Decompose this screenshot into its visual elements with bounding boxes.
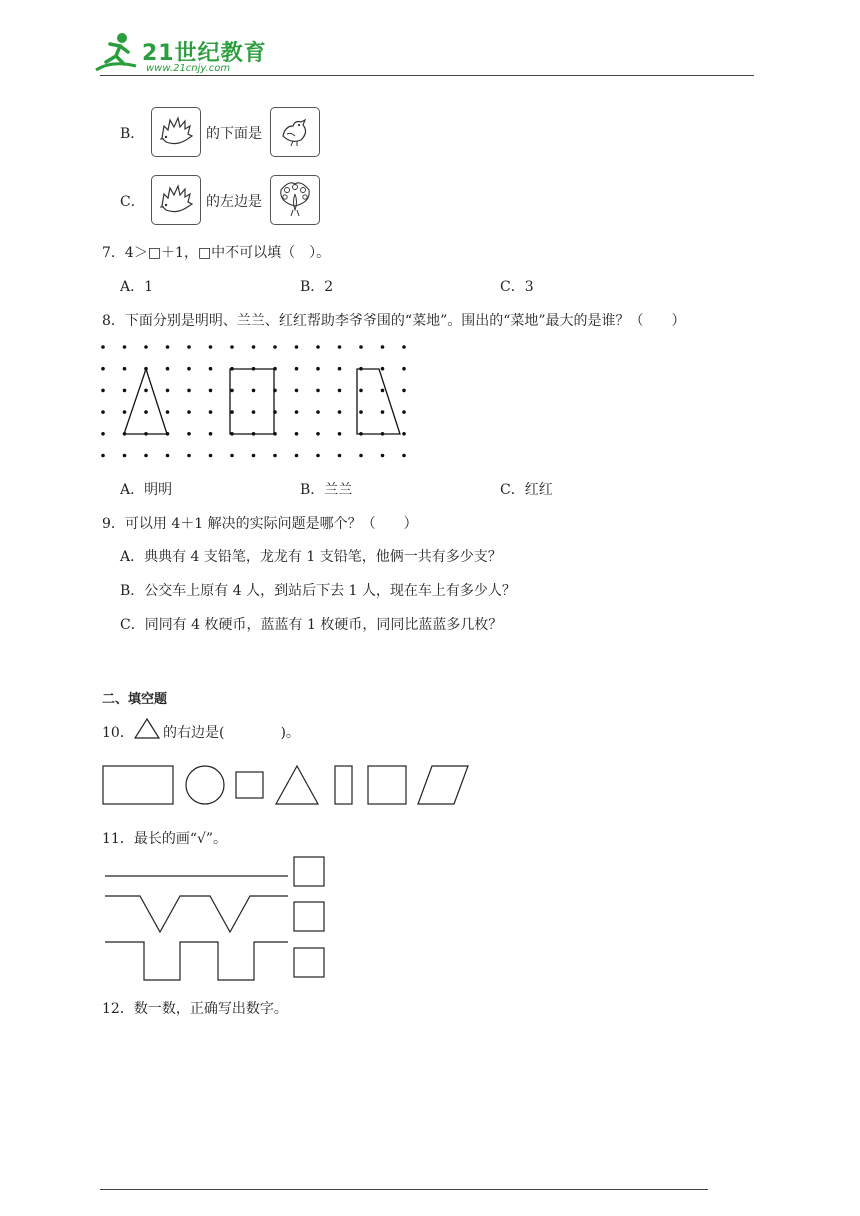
grid-dot (144, 345, 148, 349)
q12-stem: 12．数一数，正确写出数字。 (102, 1001, 288, 1017)
circle-shape (186, 766, 224, 804)
hedgehog-icon (152, 108, 200, 156)
grid-dot (381, 345, 385, 349)
peacock-icon (271, 176, 319, 224)
q7-stem: 7．4＞□＋1，□中不可以填（ ）。 (102, 245, 331, 261)
grid-dot (316, 410, 320, 414)
honghong-trapezoid (357, 369, 400, 434)
grid-dot (338, 410, 342, 414)
grid-dot (123, 454, 127, 458)
grid-dot (123, 345, 127, 349)
thin-rectangle-shape (335, 766, 352, 804)
grid-dot (209, 345, 213, 349)
grid-dot (209, 454, 213, 458)
q8-option-a: A．明明 (120, 482, 173, 498)
q8-dot-grid (96, 336, 436, 466)
grid-dot (295, 367, 299, 371)
grid-dot (316, 389, 320, 393)
runner-logo-icon (92, 30, 140, 76)
grid-dot (252, 345, 256, 349)
grid-dot (381, 367, 385, 371)
q9-option-c: C．同同有 4 枚硬币，蓝蓝有 1 枚硬币，同同比蓝蓝多几枚？ (120, 617, 503, 633)
logo-url: www.21cnjy.com (146, 63, 231, 74)
lanlan-rectangle (230, 369, 274, 434)
q8-stem: 8．下面分别是明明、兰兰、红红帮助李爷爷围的“菜地”。围出的“菜地”最大的是谁？（ ） (102, 313, 686, 329)
grid-dot (295, 389, 299, 393)
q6-option-b-text: 的下面是 (206, 126, 262, 142)
grid-dot (359, 410, 363, 414)
grid-dot (316, 367, 320, 371)
logo (92, 30, 272, 78)
grid-dot (187, 389, 191, 393)
grid-dot (144, 454, 148, 458)
grid-dot (166, 410, 170, 414)
header-divider (100, 75, 754, 76)
mingming-triangle (124, 369, 167, 434)
grid-dot (187, 345, 191, 349)
grid-dot (123, 410, 127, 414)
grid-dot (381, 410, 385, 414)
grid-dot (316, 345, 320, 349)
grid-dot (209, 367, 213, 371)
q7-option-a: A．1 (120, 279, 154, 295)
grid-dot (101, 389, 105, 393)
grid-dot (230, 410, 234, 414)
q9-option-a: A．典典有 4 支铅笔，龙龙有 1 支铅笔，他俩一共有多少支？ (120, 549, 502, 565)
grid-dot (101, 345, 105, 349)
q10-number: 10． (102, 725, 134, 741)
grid-dot (101, 367, 105, 371)
grid-dot (381, 454, 385, 458)
logo-text: 21世纪教育 (142, 41, 267, 66)
grid-dot (402, 389, 406, 393)
q9-option-b: B．公交车上原有 4 人，到站后下去 1 人，现在车上有多少人？ (120, 583, 516, 599)
grid-dot (338, 454, 342, 458)
grid-dot (209, 389, 213, 393)
q10-shape-row (100, 762, 480, 808)
grid-dot (230, 454, 234, 458)
grid-dot (166, 345, 170, 349)
q6-b-hedgehog-box (151, 107, 201, 157)
grid-dot (338, 345, 342, 349)
grid-dot (402, 367, 406, 371)
rectangle-shape (103, 766, 173, 804)
grid-dot (101, 410, 105, 414)
section-2-title: 二、填空题 (102, 692, 168, 707)
q6-c-hedgehog-box (151, 175, 201, 225)
grid-dot (166, 367, 170, 371)
grid-dot (252, 389, 256, 393)
q10-text: 的右边是( )。 (163, 725, 300, 741)
q6-option-c-text: 的左边是 (206, 194, 262, 210)
grid-dot (359, 389, 363, 393)
footer-divider (100, 1189, 708, 1190)
grid-dot (230, 389, 234, 393)
q8-option-b: B．兰兰 (300, 482, 353, 498)
grid-dot (123, 389, 127, 393)
q6-c-peacock-box (270, 175, 320, 225)
square-shape (368, 766, 406, 804)
grid-dot (338, 389, 342, 393)
grid-dot (166, 454, 170, 458)
answer-box-2[interactable] (294, 902, 324, 931)
grid-dot (402, 345, 406, 349)
grid-dot (359, 345, 363, 349)
grid-dot (273, 345, 277, 349)
hedgehog-icon (152, 176, 200, 224)
grid-dot (402, 410, 406, 414)
v-shaped-line (105, 896, 288, 932)
small-square-shape (236, 772, 263, 798)
grid-dot (230, 345, 234, 349)
q7-option-b: B．2 (300, 279, 334, 295)
grid-dot (295, 345, 299, 349)
grid-dot (209, 432, 213, 436)
grid-dot (402, 432, 406, 436)
grid-dot (187, 432, 191, 436)
q11-lines-figure (100, 852, 340, 986)
grid-dot (359, 454, 363, 458)
q7-option-c: C．3 (500, 279, 534, 295)
q10-triangle-icon (133, 718, 161, 740)
triangle-shape (276, 766, 318, 804)
q11-stem: 11．最长的画“√”。 (102, 831, 228, 847)
grid-dot (273, 454, 277, 458)
answer-box-1[interactable] (294, 857, 324, 886)
grid-dot (187, 367, 191, 371)
grid-dot (295, 432, 299, 436)
q8-option-c: C．红红 (500, 482, 553, 498)
grid-dot (338, 432, 342, 436)
answer-box-3[interactable] (294, 948, 324, 977)
grid-dot (209, 410, 213, 414)
grid-dot (381, 389, 385, 393)
grid-dot (252, 454, 256, 458)
grid-dot (166, 389, 170, 393)
grid-dot (101, 454, 105, 458)
q6-option-b-letter: B． (120, 126, 145, 142)
grid-dot (187, 454, 191, 458)
grid-dot (402, 454, 406, 458)
parallelogram-shape (418, 766, 468, 804)
grid-dot (316, 454, 320, 458)
grid-dot (338, 367, 342, 371)
grid-dot (101, 432, 105, 436)
grid-dot (316, 432, 320, 436)
grid-dot (144, 410, 148, 414)
grid-dot (252, 410, 256, 414)
q6-option-c-letter: C． (120, 194, 145, 210)
grid-dot (187, 410, 191, 414)
grid-dot (123, 367, 127, 371)
bird-icon (271, 108, 319, 156)
grid-dot (295, 454, 299, 458)
q6-b-bird-box (270, 107, 320, 157)
grid-dot (144, 389, 148, 393)
q9-stem: 9．可以用 4＋1 解决的实际问题是哪个？（ ） (102, 516, 418, 532)
grid-dot (295, 410, 299, 414)
square-wave-line (105, 942, 288, 980)
